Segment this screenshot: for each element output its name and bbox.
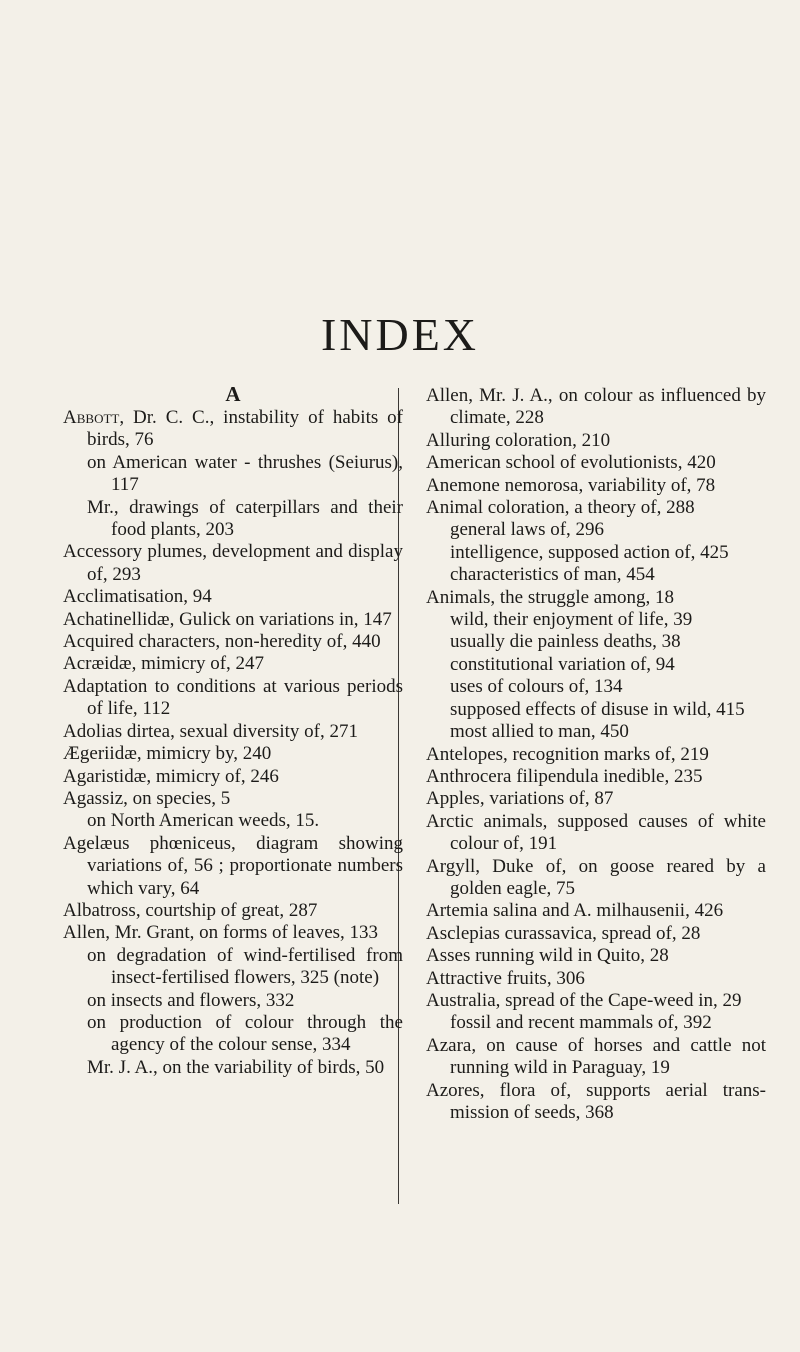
index-entry (63, 407, 403, 452)
index-subentry (450, 609, 766, 631)
index-entry (426, 968, 766, 990)
entry-text: Azara, on cause of horses and cattle not running wild in Paraguay, 19 (426, 1034, 766, 1079)
index-column-right (426, 385, 766, 1124)
entry-text: Adolias dirtea, sexual diversity of, 271 (63, 720, 358, 742)
index-entry (426, 430, 766, 452)
entry-text: wild, their enjoyment of life, 39 (450, 609, 693, 631)
index-entry (426, 856, 766, 901)
entry-text: Dr. C. C., instability of habits of birds, 76 (87, 407, 403, 451)
index-entry (63, 676, 403, 721)
section-letter: A (225, 382, 241, 406)
index-subentry (87, 810, 403, 832)
index-entry (63, 766, 403, 788)
entry-text: usually die painless deaths, 38 (450, 631, 681, 653)
entry-text: Albatross, courtship of great, 287 (63, 899, 318, 921)
index-entry (63, 721, 403, 743)
entry-text: uses of colours of, 134 (450, 676, 623, 698)
index-entry (426, 587, 766, 609)
entry-text: Arctic animals, supposed causes of white colour of, 191 (426, 810, 766, 855)
entry-text: Australia, spread of the Cape-weed in, 29 (426, 989, 742, 1011)
entry-text: Acquired characters, non-heredity of, 440 (63, 631, 381, 653)
entry-text: Acclimatisation, 94 (63, 586, 212, 608)
entry-text: on American water - thrushes (Seiurus), 117 (87, 451, 403, 496)
index-entry (63, 609, 403, 631)
index-entry (63, 541, 403, 586)
index-entry (63, 922, 403, 944)
entry-text: Asclepias curassavica, spread of, 28 (426, 922, 701, 944)
entry-text: constitutional variation of, 94 (450, 653, 675, 675)
index-entry (426, 452, 766, 474)
entry-text: Asses running wild in Quito, 28 (426, 945, 669, 967)
index-subentry (87, 452, 403, 497)
entry-text: Attractive fruits, 306 (426, 967, 585, 989)
entry-text: Allen, Mr. J. A., on colour as influenced by climate, 228 (426, 385, 766, 429)
entry-text: characteristics of man, 454 (450, 564, 655, 586)
index-subentry (450, 631, 766, 653)
index-entry (426, 945, 766, 967)
index-entry (426, 766, 766, 788)
entry-text: Adaptation to conditions at various periods of life, 112 (63, 675, 403, 720)
entry-text: Animal coloration, a theory of, 288 (426, 497, 695, 519)
index-entry (426, 990, 766, 1012)
entry-text: Achatinellidæ, Gulick on variations in, 147 (63, 608, 392, 630)
index-entry (63, 833, 403, 900)
entry-text: general laws of, 296 (450, 519, 605, 541)
index-entry (426, 788, 766, 810)
index-entry (63, 743, 403, 765)
index-entry (426, 475, 766, 497)
index-entry (426, 497, 766, 519)
index-subentry (87, 945, 403, 990)
entry-text: Agaristidæ, mimicry of, 246 (63, 765, 279, 787)
index-entry (426, 385, 766, 430)
index-entry (63, 586, 403, 608)
entry-text: on degradation of wind-fertilised from insect-fertilised flowers, 325 (note) (87, 944, 403, 989)
entry-text: Apples, variations of, 87 (426, 788, 614, 810)
index-subentry (450, 519, 766, 541)
entry-text: most allied to man, 450 (450, 721, 629, 743)
entry-text: on insects and flowers, 332 (87, 989, 295, 1011)
index-subentry (450, 721, 766, 743)
entry-text: Accessory plumes, development and display of, 293 (63, 541, 403, 585)
entry-text: Animals, the struggle among, 18 (426, 586, 675, 608)
index-entry (63, 631, 403, 653)
index-subentry (87, 1012, 403, 1057)
index-subentry (450, 1012, 766, 1034)
entry-text: on North American weeds, 15. (87, 810, 320, 832)
entry-text: Argyll, Duke of, on goose reared by a golden eagle, 75 (426, 855, 766, 899)
entry-lead: Abbott, (63, 407, 125, 428)
page-title: INDEX (320, 309, 480, 360)
index-subentry (87, 1057, 403, 1079)
index-subentry (450, 676, 766, 698)
entry-text: Azores, flora of, supports aerial transmission of seeds, 368 (426, 1079, 766, 1123)
index-subentry (87, 990, 403, 1012)
entry-text: American school of evolutionists, 420 (426, 452, 716, 474)
entry-text: on production of colour through the agency of the colour sense, 334 (87, 1011, 403, 1056)
entry-text: Agassiz, on species, 5 (63, 787, 231, 809)
entry-text: Artemia salina and A. milhausenii, 426 (426, 900, 724, 922)
index-subentry (450, 542, 766, 564)
entry-text: Allen, Mr. Grant, on forms of leaves, 133 (63, 922, 379, 944)
index-entry (426, 923, 766, 945)
index-entry (63, 788, 403, 810)
index-subentry (450, 699, 766, 721)
index-subentry (450, 564, 766, 586)
entry-text: Ægeriidæ, mimicry by, 240 (63, 743, 272, 765)
index-entry (426, 744, 766, 766)
entry-text: Anthrocera filipendula inedible, 235 (426, 765, 703, 787)
entry-text: Anemone nemorosa, variability of, 78 (426, 474, 716, 496)
entry-text: supposed effects of disuse in wild, 415 (450, 698, 745, 720)
index-subentry (87, 497, 403, 542)
entry-text: Alluring coloration, 210 (426, 429, 611, 451)
index-entry (426, 900, 766, 922)
index-entry (426, 1035, 766, 1080)
entry-text: Agelæus phœniceus, diagram showing variations of, 56 ; proportionate numbers which vary, 64 (63, 832, 403, 899)
index-entry (426, 811, 766, 856)
entry-text: Acræidæ, mimicry of, 247 (63, 653, 265, 675)
entry-text: Mr., drawings of caterpillars and their food plants, 203 (87, 496, 403, 541)
index-entry (426, 1080, 766, 1125)
entry-text: Antelopes, recognition marks of, 219 (426, 743, 709, 765)
index-subentry (450, 654, 766, 676)
entry-text: intelligence, supposed action of, 425 (450, 541, 729, 563)
index-entry (63, 900, 403, 922)
index-column-left (63, 382, 403, 1079)
index-entry (63, 653, 403, 675)
entry-text: fossil and recent mammals of, 392 (450, 1012, 712, 1034)
entry-text: Mr. J. A., on the variability of birds, 50 (87, 1056, 385, 1078)
